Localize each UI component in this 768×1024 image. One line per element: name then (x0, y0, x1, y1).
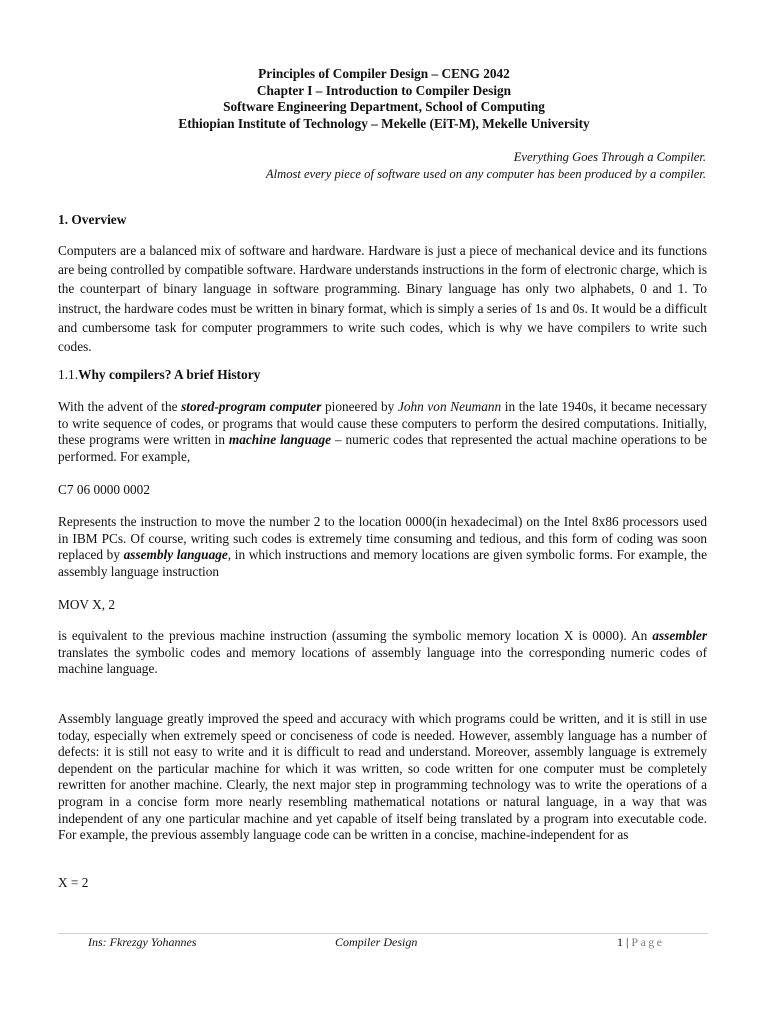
history-paragraph-3 (58, 628, 707, 678)
history-heading-number: 1.1. (58, 367, 79, 382)
history-paragraph-2 (58, 514, 707, 580)
footer-divider (58, 933, 708, 934)
page-separator: | (623, 935, 632, 949)
document-header (0, 66, 768, 132)
footer-course: Compiler Design (335, 935, 418, 949)
high-level-code-example: X = 2 (58, 875, 89, 890)
text-run: With the advent of the (58, 399, 182, 414)
emphasis-machine-language: machine language (228, 432, 332, 448)
assembly-code-example: MOV X, 2 (58, 597, 116, 612)
text-run: Represents the instruction to move the number 2 to the location 0000(in hexadecimal) on the Intel 8x86 processors used in IBM PCs. Of course, writing such codes is extremely time consuming and tedious, and this form of coding was soon replaced by (58, 514, 707, 563)
emphasis-stored-program-computer: stored-program computer (181, 399, 322, 414)
text-run: – numeric codes that represented the actual machine operations to be performed. For example, (58, 432, 707, 464)
overview-paragraph: Computers are a balanced mix of software and hardware. Hardware is just a piece of mechanical device and its functions are being controlled by compatible software. Hardware understands instructions in the form of electronic charge, which is the counterpart of binary language in software programming. Binary language has only two alphabets, 0 and 1. To instruct, the hardware codes must be written in binary format, which is simply a series of 1s and 0s. It would be a difficult and cumbersome task for computer programmers to write such codes, which is why we have compilers to write such codes. (58, 243, 707, 355)
text-run: , in which instructions and memory locations are given symbolic forms. For example, the assembly language instruction (58, 547, 707, 579)
department-line: Software Engineering Department, School of Computing (223, 99, 545, 114)
history-paragraph-4: Assembly language greatly improved the speed and accuracy with which programs could be written, and it is still in use today, especially when extremely speed or conciseness of code is needed. However, assembly language has a number of defects: it is still not easy to write and it is difficult to read and understand. Moreover, assembly language is extremely dependent on the particular machine for which it was written, so code written for one computer must be completely rewritten for another machine. Clearly, the next major step in programming technology was to write the operations of a program in a concise form more nearly resembling mathematical notations or natural language, in a way that was independent of any one particular machine and yet capable of itself being translated by a program into executable code. For example, the previous assembly language code can be written in a concise, machine-independent for as (58, 711, 707, 843)
history-heading (58, 367, 260, 383)
text-run: is equivalent to the previous machine instruction (assuming the symbolic memory location X is 0000). An (58, 628, 653, 643)
emphasis-john-von-neumann: John von Neumann (397, 399, 502, 414)
overview-heading: 1. Overview (58, 212, 127, 227)
footer-instructor: Ins: Fkrezgy Yohannes (88, 935, 197, 949)
emphasis-assembly-language: assembly language (123, 547, 228, 563)
page-label: Page (631, 935, 665, 949)
text-run: pioneered by (321, 399, 398, 414)
page-number-value: 1 (617, 935, 623, 949)
history-heading-title: Why compilers? A brief History (78, 367, 261, 382)
text-run: translates the symbolic codes and memory locations of assembly language into the corresponding numeric codes of machine language. (58, 644, 707, 677)
epigraph-line-2: Almost every piece of software used on any computer has been produced by a compiler. (265, 166, 706, 181)
epigraph-line-1: Everything Goes Through a Compiler. (513, 150, 706, 164)
emphasis-assembler: assembler (652, 628, 707, 643)
footer-page-number (617, 935, 664, 950)
institute-line: Ethiopian Institute of Technology – Mekelle (EiT-M), Mekelle University (178, 115, 590, 131)
chapter-title: Chapter I – Introduction to Compiler Design (256, 82, 512, 98)
machine-code-example: C7 06 0000 0002 (58, 482, 150, 497)
course-title: Principles of Compiler Design – CENG 2042 (258, 66, 510, 81)
history-paragraph-1 (58, 399, 707, 465)
epigraph (266, 149, 706, 182)
text-run: in the late 1940s, it became necessary to write sequence of codes, or programs that would cause these computers to perform the desired computations. Initially, these programs were written in (58, 399, 707, 448)
